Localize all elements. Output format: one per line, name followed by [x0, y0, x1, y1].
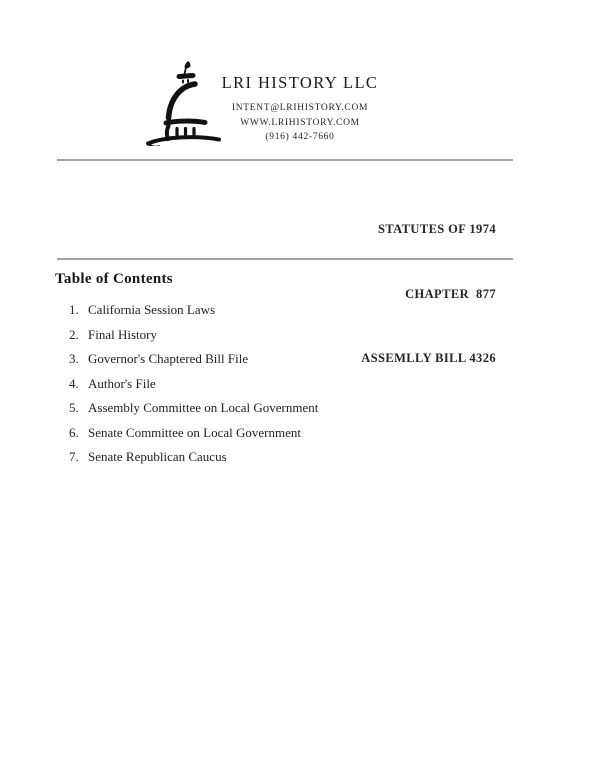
toc-item — [69, 328, 318, 342]
toc-item — [69, 377, 318, 391]
top-divider — [57, 159, 513, 161]
toc-item-label: Governor's Chaptered Bill File — [88, 351, 249, 366]
toc-item-label: Final History — [88, 326, 157, 342]
toc-item-label: Author's File — [88, 375, 156, 391]
toc-item-number: 7. — [69, 449, 79, 464]
statutes-line: STATUTES OF 1974 — [378, 222, 496, 236]
toc-item-number: 2. — [69, 326, 79, 342]
company-email: INTENT@LRIHISTORY.COM — [231, 103, 369, 113]
case-info-block — [361, 176, 496, 413]
toc-item-number: 6. — [69, 424, 79, 440]
company-name: LRI HISTORY LLC — [221, 73, 379, 92]
toc-item-label: Senate Republican Caucus — [88, 449, 227, 464]
toc-item-number: 4. — [69, 375, 79, 391]
toc-item — [69, 401, 318, 415]
chapter-line: CHAPTER 877 — [405, 286, 496, 301]
letterhead-text — [0, 74, 600, 145]
company-website: WWW.LRIHISTORY.COM — [240, 117, 360, 128]
assembly-bill-line: ASSEMLLY BILL 4326 — [361, 351, 496, 365]
company-phone: (916) 442-7660 — [265, 132, 335, 142]
toc-item-number: 3. — [69, 351, 79, 366]
toc-list — [69, 303, 318, 475]
toc-item-number: 1. — [69, 302, 79, 317]
toc-item — [69, 303, 318, 317]
bottom-divider — [57, 258, 513, 260]
toc-item — [69, 352, 318, 366]
toc-heading: Table of Contents — [55, 271, 173, 287]
toc-item — [69, 426, 318, 440]
toc-item-label: Senate Committee on Local Government — [88, 424, 301, 440]
toc-item-number: 5. — [69, 400, 79, 415]
toc-item-label: Assembly Committee on Local Government — [88, 400, 319, 415]
toc-item-label: California Session Laws — [88, 302, 216, 317]
toc-item — [69, 450, 318, 464]
